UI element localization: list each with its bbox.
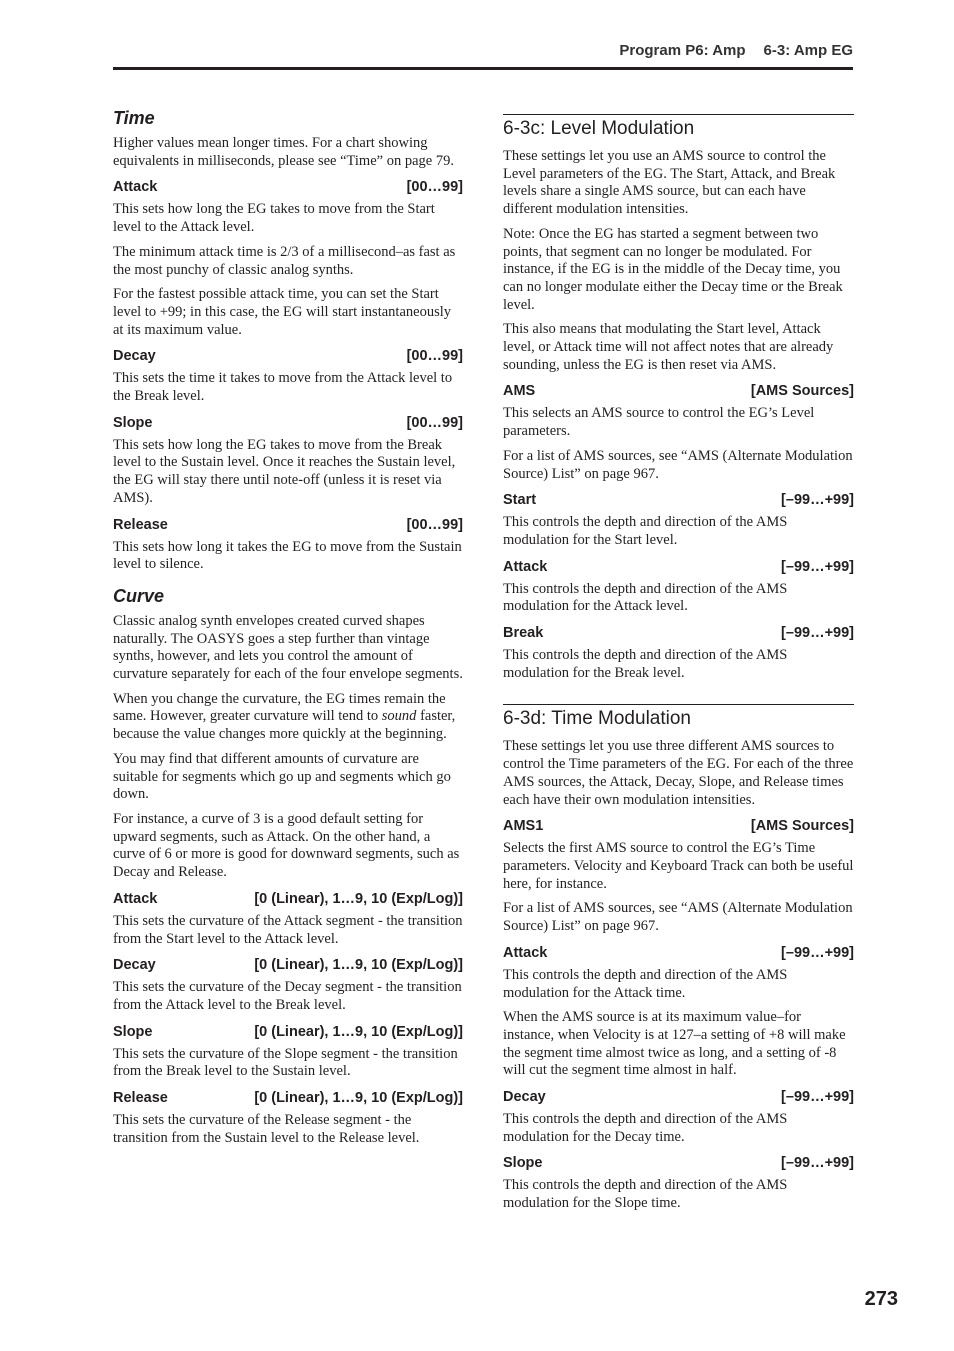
param-range: [0 (Linear), 1…9, 10 (Exp/Log)]: [254, 1023, 463, 1040]
paragraph: This sets the curvature of the Slope segment - the transition from the Break level to the Sustain level.: [113, 1045, 458, 1080]
page-number: 273: [864, 1288, 898, 1310]
param-name: Release: [113, 516, 168, 533]
param-name: Decay: [113, 957, 156, 974]
paragraph: These settings let you use an AMS source to control the Level parameters of the EG. The Start, Attack, and Break levels share a single AMS source, but can each have different modulation intensities.: [503, 148, 836, 218]
param-name: Attack: [113, 890, 158, 907]
note-paragraph: Note: Once the EG has started a segment between two points, that segment can no longer be modulated. For instance, if the EG is in the middle of the Decay time, you can no longer modulate either the Decay time or the Break level.: [503, 225, 843, 313]
param-curve-slope: [113, 1022, 463, 1042]
paragraph: This controls the depth and direction of the AMS modulation for the Attack level.: [503, 580, 788, 615]
paragraph: For a list of AMS sources, see “AMS (Alternate Modulation Source) List” on page 967.: [503, 900, 853, 935]
param-name: Break: [503, 625, 544, 642]
param-name: Slope: [503, 1155, 543, 1172]
level-modulation-heading: 6-3c: Level Modulation: [503, 114, 854, 140]
param-timemod-slope: [503, 1153, 854, 1173]
header-rule: [113, 67, 853, 70]
time-heading: Time: [113, 108, 155, 128]
param-name: Slope: [113, 1023, 153, 1040]
param-name: Decay: [503, 1089, 546, 1106]
header-subsection: 6-3: Amp EG: [763, 42, 853, 59]
param-time-slope: [113, 413, 463, 433]
paragraph: This sets how long it takes the EG to move from the Sustain level to silence.: [113, 538, 462, 573]
param-curve-release: [113, 1088, 463, 1108]
param-level-break: [503, 623, 854, 643]
param-name: Attack: [503, 944, 548, 961]
param-level-attack: [503, 557, 854, 577]
param-timemod-decay: [503, 1087, 854, 1107]
param-range: [–99…+99]: [781, 1089, 854, 1106]
param-name: Decay: [113, 348, 156, 365]
param-range: [00…99]: [406, 179, 463, 196]
paragraph: This sets how long the EG takes to move from the Start level to the Attack level.: [113, 201, 435, 236]
paragraph: This also means that modulating the Start level, Attack level, or Attack time will not affect notes that are already sounding, unless the EG is then reset via AMS.: [503, 321, 834, 373]
paragraph: This controls the depth and direction of the AMS modulation for the Start level.: [503, 514, 788, 548]
param-range: [AMS Sources]: [750, 383, 854, 400]
param-name: AMS: [503, 383, 536, 400]
param-range: [–99…+99]: [781, 492, 854, 509]
param-range: [AMS Sources]: [750, 818, 854, 835]
param-timemod-attack: [503, 943, 854, 963]
paragraph: When the AMS source is at its maximum value–for instance, when Velocity is at 127–a setting of +8 will make the segment time almost twice as long, and a setting of -8 will cut the segment time almost in half.: [503, 1009, 846, 1079]
paragraph: This controls the depth and direction of the AMS modulation for the Decay time.: [503, 1111, 788, 1145]
paragraph: You may find that different amounts of curvature are suitable for segments which go up and segments which go down.: [113, 750, 451, 803]
param-range: [–99…+99]: [781, 944, 854, 961]
paragraph: This controls the depth and direction of the AMS modulation for the Slope time.: [503, 1177, 788, 1212]
param-range: [–99…+99]: [781, 625, 854, 642]
paragraph: For a list of AMS sources, see “AMS (Alternate Modulation Source) List” on page 967.: [503, 447, 853, 482]
param-level-start: [503, 490, 854, 510]
paragraph: The minimum attack time is 2/3 of a millisecond–as fast as the most punchy of classic analog synths.: [113, 243, 456, 278]
left-column: [113, 108, 463, 1154]
emphasis: sound: [381, 708, 417, 725]
right-column: [503, 108, 854, 1220]
paragraph: This controls the depth and direction of the AMS modulation for the Break level.: [503, 647, 788, 681]
param-time-attack: [113, 177, 463, 197]
param-name: AMS1: [503, 818, 544, 835]
param-name: Attack: [503, 558, 548, 575]
paragraph: For the fastest possible attack time, you can set the Start level to +99; in this case, the EG will start instantaneously at its maximum value.: [113, 286, 451, 338]
time-modulation-heading: 6-3d: Time Modulation: [503, 704, 854, 730]
param-range: [00…99]: [406, 414, 463, 431]
param-name: Start: [503, 492, 537, 509]
param-range: [–99…+99]: [781, 1155, 854, 1172]
paragraph: [113, 691, 463, 744]
param-name: Attack: [113, 179, 158, 196]
paragraph: This selects an AMS source to control the EG’s Level parameters.: [503, 405, 815, 440]
param-curve-attack: [113, 889, 463, 909]
paragraph: This controls the depth and direction of the AMS modulation for the Attack time.: [503, 966, 788, 1001]
paragraph: This sets the curvature of the Attack segment - the transition from the Start level to the Attack level.: [113, 912, 463, 947]
param-time-release: [113, 515, 463, 535]
curve-heading: Curve: [113, 585, 165, 606]
paragraph: This sets the curvature of the Release segment - the transition from the Sustain level to the Release level.: [113, 1112, 420, 1146]
text-run: faster, because the value changes more quickly at the beginning.: [113, 708, 456, 743]
param-name: Slope: [113, 414, 153, 431]
paragraph: These settings let you use three different AMS sources to control the Time parameters of the EG. For each of the three AMS sources, the Attack, Decay, Slope, and Release times each have their own modulation intensities.: [503, 738, 854, 808]
param-curve-decay: [113, 955, 463, 975]
paragraph: This sets the time it takes to move from the Attack level to the Break level.: [113, 370, 453, 405]
param-range: [00…99]: [406, 348, 463, 365]
header-section: Program P6: Amp: [619, 42, 746, 59]
time-intro: Higher values mean longer times. For a chart showing equivalents in milliseconds, please see “Time” on page 79.: [113, 135, 454, 169]
param-name: Release: [113, 1090, 168, 1107]
paragraph: Classic analog synth envelopes created curved shapes naturally. The OASYS goes a step further than vintage synths, however, and lets you control the amount of curvature separately for each of the four envelope segments.: [113, 612, 463, 683]
param-range: [–99…+99]: [781, 558, 854, 575]
paragraph: Selects the first AMS source to control the EG’s Time parameters. Velocity and Keyboard Track can both be useful here, for instance.: [503, 840, 854, 892]
running-header: [619, 42, 853, 59]
param-range: [00…99]: [406, 516, 463, 533]
param-range: [0 (Linear), 1…9, 10 (Exp/Log)]: [254, 890, 463, 907]
paragraph: This sets the curvature of the Decay segment - the transition from the Attack level to the Break level.: [113, 979, 462, 1013]
param-level-ams: [503, 381, 854, 401]
param-range: [0 (Linear), 1…9, 10 (Exp/Log)]: [254, 957, 463, 974]
paragraph: For instance, a curve of 3 is a good default setting for upward segments, such as Attack. On the other hand, a curve of 6 or more is good for downward segments, such as Decay and Release.: [113, 810, 460, 881]
param-range: [0 (Linear), 1…9, 10 (Exp/Log)]: [254, 1090, 463, 1107]
param-time-decay: [113, 346, 463, 366]
text-run: When you change the curvature, the EG times remain the same. However, greater curvature will tend to: [113, 690, 446, 725]
param-time-ams1: [503, 816, 854, 836]
paragraph: This sets how long the EG takes to move from the Break level to the Sustain level. Once it reaches the Sustain level, the EG will stay there until note-off (unless it is reset via AMS).: [113, 436, 456, 506]
